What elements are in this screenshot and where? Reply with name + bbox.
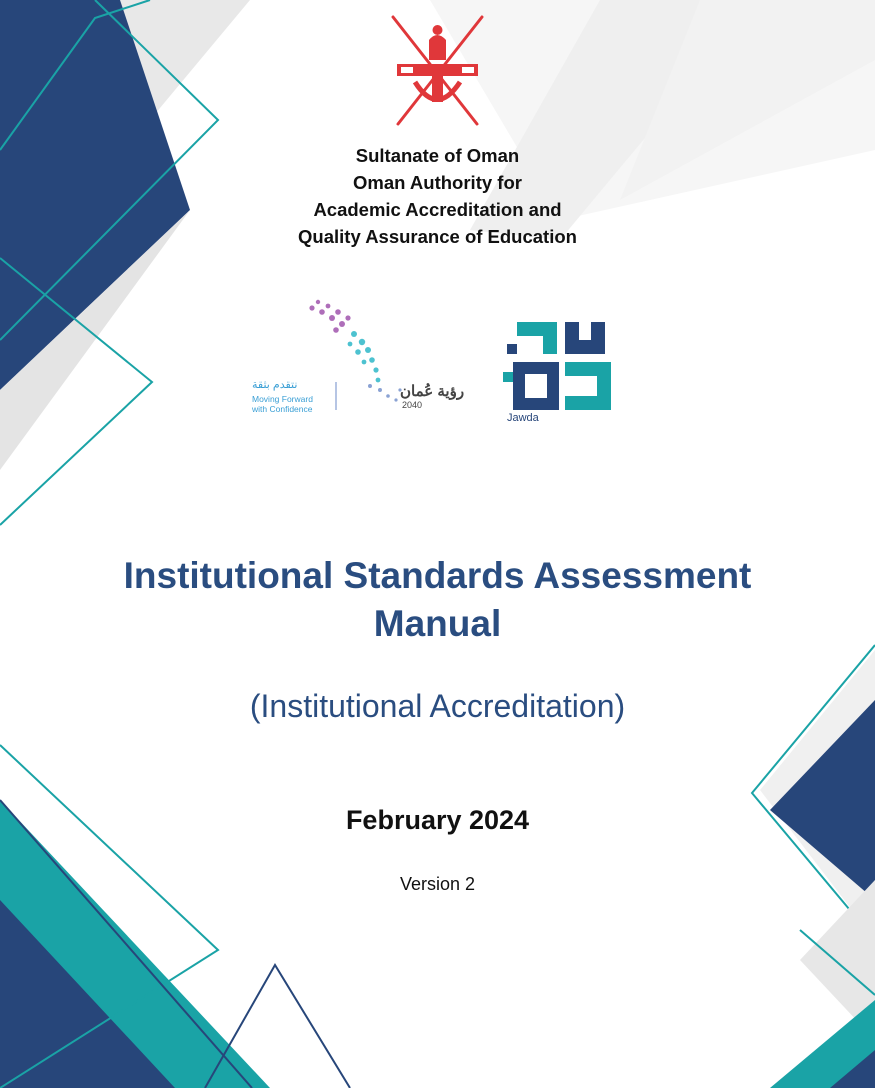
vision-slogan-line2: with Confidence [252, 404, 313, 414]
document-title [0, 552, 875, 648]
title-line1: Institutional Standards Assessment [123, 555, 752, 596]
jawda-label: Jawda [507, 412, 539, 424]
vision-arabic-name: رؤية عُمان [400, 383, 465, 400]
vision-arabic-slogan: نتقدم بثقة [252, 379, 298, 391]
jawda-logo [503, 320, 623, 430]
authority-name-line3: Quality Assurance of Education [298, 226, 577, 247]
vision-slogan-line1: Moving Forward [252, 394, 313, 404]
document-subtitle: (Institutional Accreditation) [249, 688, 626, 724]
version-label: Version 2 [399, 874, 476, 894]
vision-year: 2040 [402, 400, 423, 410]
oman-emblem-logo [385, 12, 490, 132]
title-line2: Manual [373, 603, 502, 644]
issuing-authority [0, 142, 875, 250]
publication-date: February 2024 [345, 805, 530, 835]
authority-name-line1: Oman Authority for [353, 172, 522, 193]
jawda-mark-graphic [503, 320, 623, 415]
country-name: Sultanate of Oman [355, 145, 520, 166]
oman-vision-2040-logo [250, 290, 490, 420]
authority-name-line2: Academic Accreditation and [313, 199, 562, 220]
